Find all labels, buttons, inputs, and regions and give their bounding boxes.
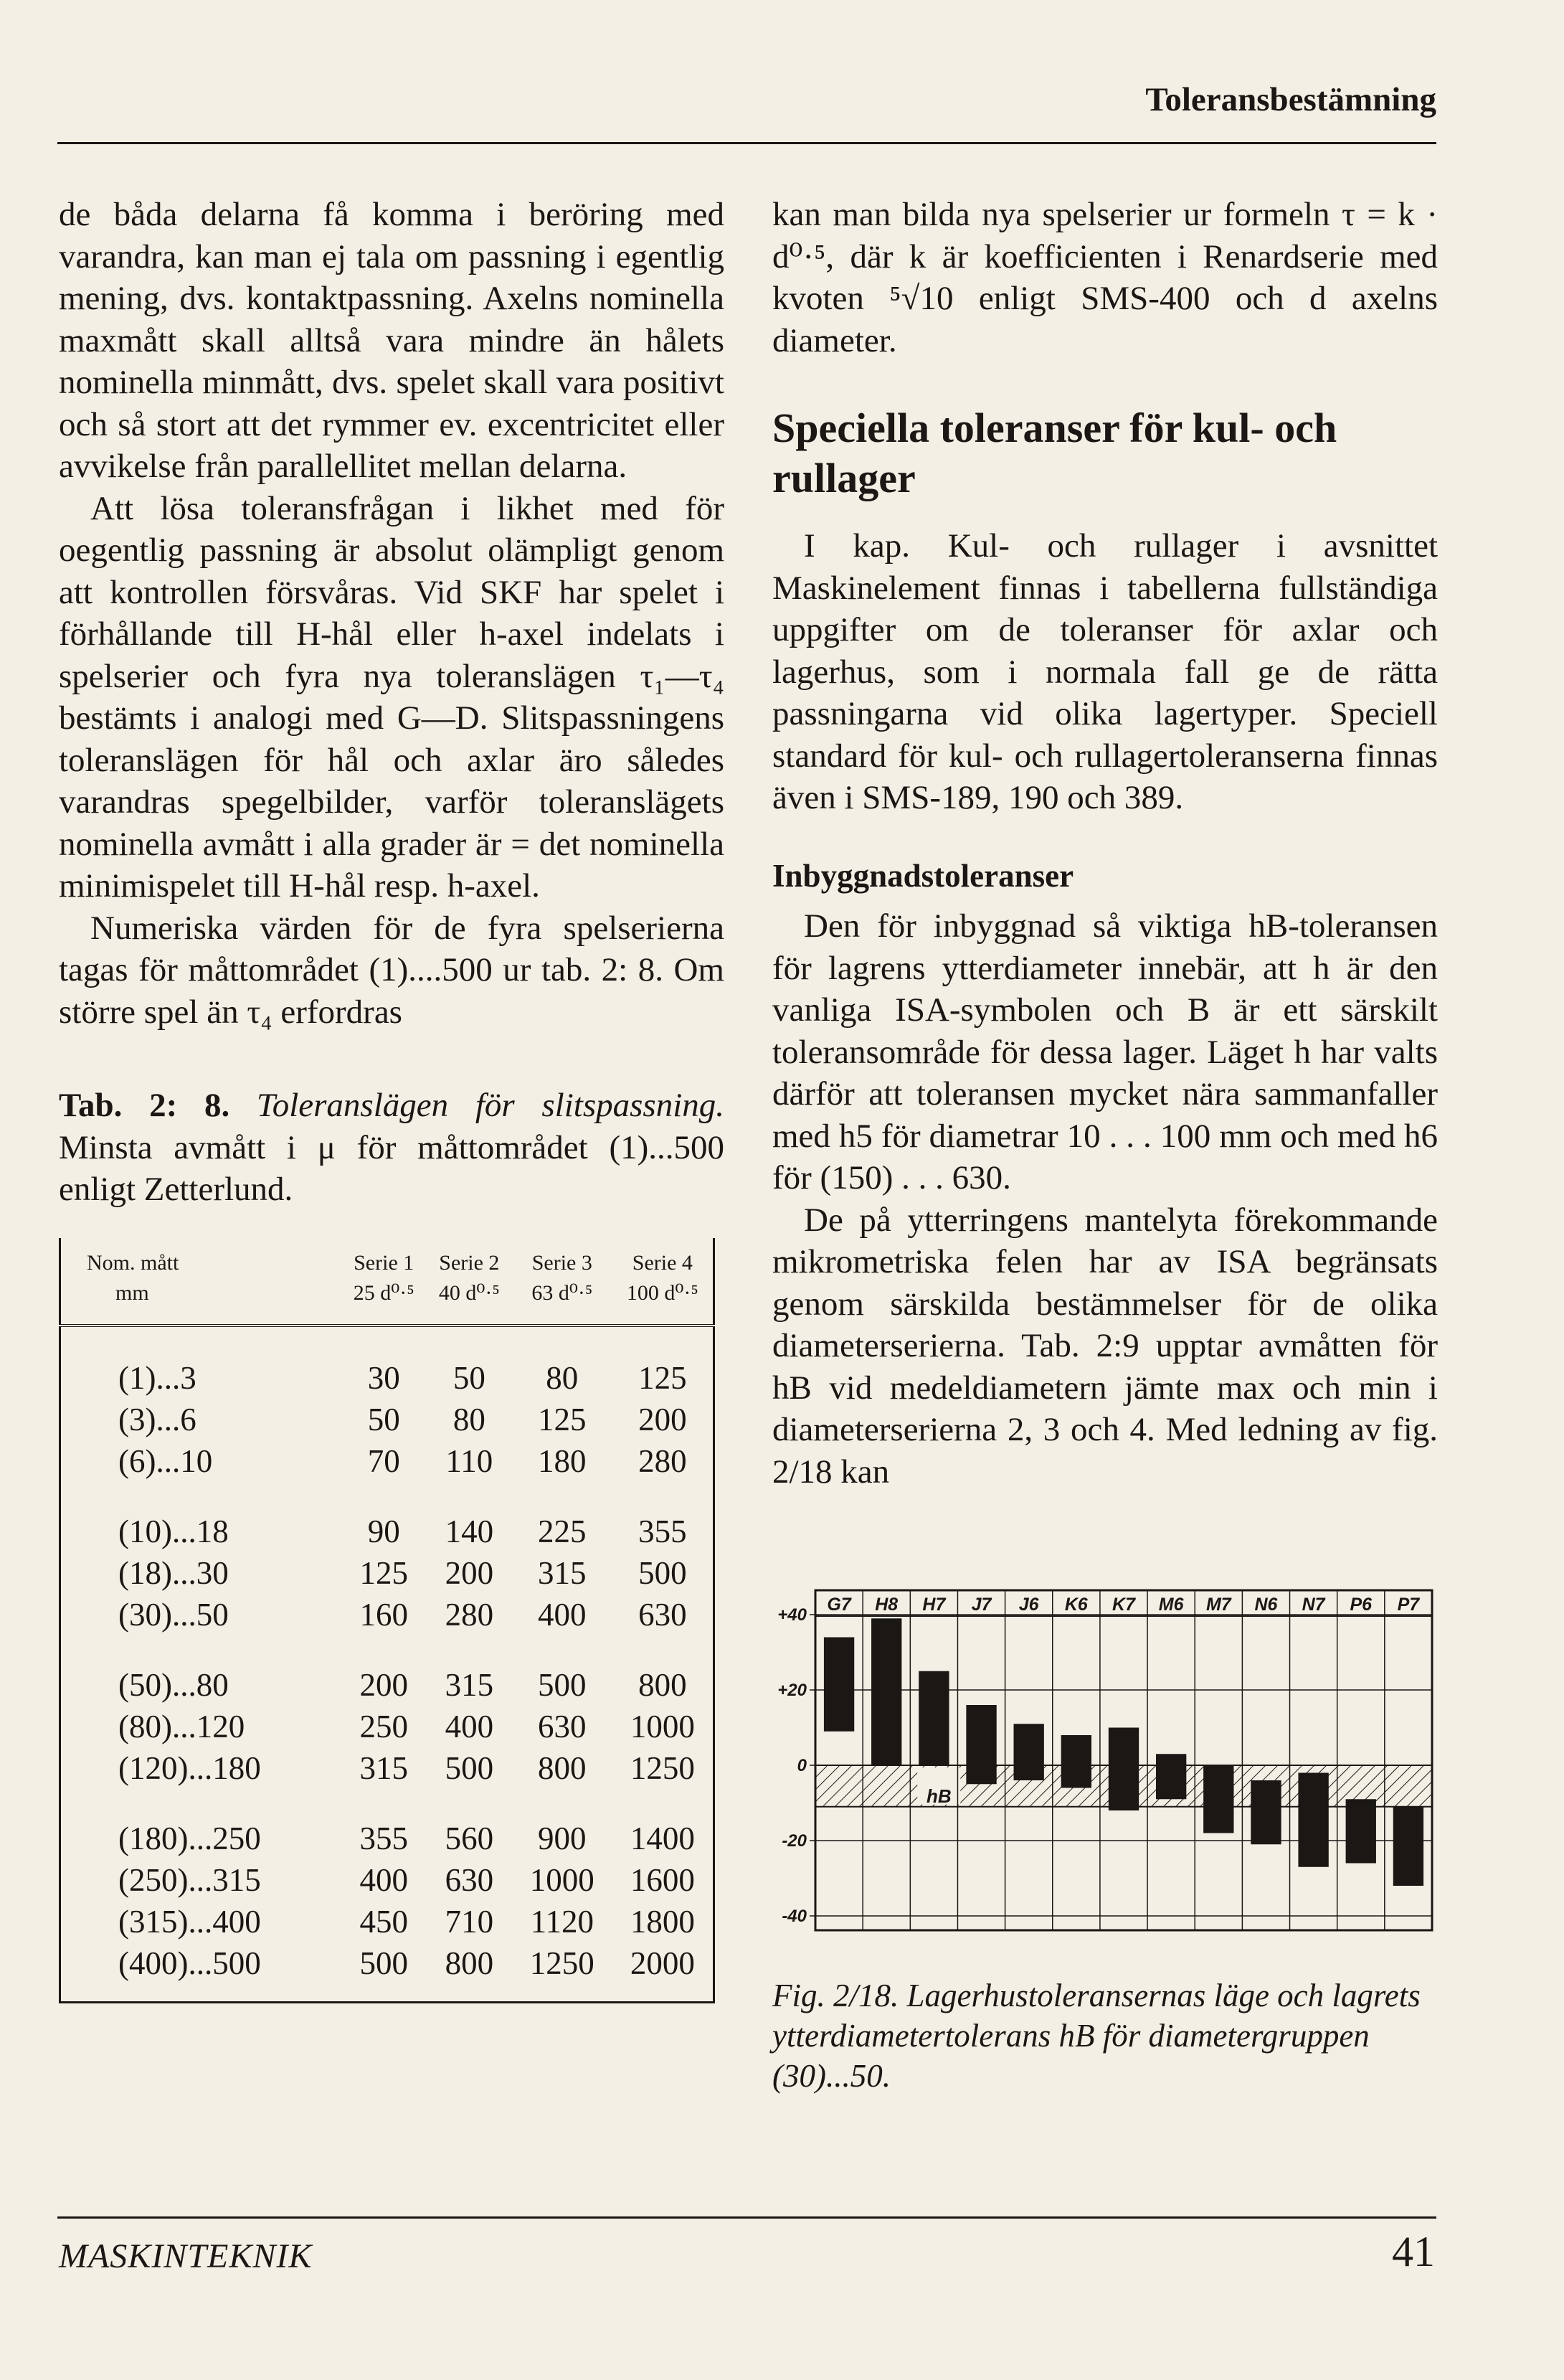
cell-value: 80 <box>452 1401 485 1437</box>
category-label-J6: J6 <box>1018 1595 1039 1615</box>
table-row <box>60 1859 714 1901</box>
cell-value: 400 <box>359 1861 408 1898</box>
cell-value: 450 <box>359 1903 408 1940</box>
table-caption <box>59 1085 724 1211</box>
bar-K7 <box>1109 1728 1139 1811</box>
header-serie-1: Serie 1 25 d⁰·⁵ <box>341 1238 427 1326</box>
figure-caption: Fig. 2/18. Lagerhustoleransernas läge och lagrets ytterdiametertolerans hB för diametergruppen (30)...50. <box>772 1977 1421 2094</box>
cell-value: 1400 <box>630 1820 695 1856</box>
cell-value: 180 <box>538 1442 587 1479</box>
page-number: 41 <box>1392 2228 1435 2275</box>
cell-value: 50 <box>367 1401 400 1437</box>
right-paragraph-3: De på ytterringens mantelyta förekommande mikrometriska felen har av ISA begränsats genom särskilda bestämmelser för de olika diameterserierna. Tab. 2:9 upptar avmåtten för hB vid medeldiametern jämte max och min i diameterserierna 2, 3 och 4. Med ledning av fig. 2/18 kan <box>772 1201 1438 1491</box>
cell-value: 500 <box>538 1666 587 1703</box>
cell-value: 355 <box>638 1513 687 1549</box>
bar-G7 <box>824 1638 854 1732</box>
category-label-K6: K6 <box>1064 1595 1088 1615</box>
category-label-N7: N7 <box>1302 1595 1325 1615</box>
category-label-K7: K7 <box>1112 1595 1135 1615</box>
table-row <box>60 1747 714 1789</box>
cell-value: 1600 <box>630 1861 695 1898</box>
sub-heading: Inbyggnadstoleranser <box>772 857 1074 894</box>
table-row <box>60 1440 714 1482</box>
cell-value: 225 <box>538 1513 587 1549</box>
cell-value: 355 <box>359 1820 408 1856</box>
cell-value: 110 <box>445 1442 493 1479</box>
y-tick-label: +40 <box>777 1605 807 1625</box>
running-header: Toleransbestämning <box>1145 81 1436 118</box>
table-row <box>60 1399 714 1440</box>
cell-value: 710 <box>445 1903 494 1940</box>
header-serie-3: Serie 3 63 d⁰·⁵ <box>512 1238 612 1326</box>
table-row <box>60 1635 714 1706</box>
category-label-P6: P6 <box>1350 1595 1373 1615</box>
cell-value: 800 <box>638 1666 687 1703</box>
cell-value: 500 <box>638 1554 687 1591</box>
bar-M6 <box>1156 1754 1186 1799</box>
bar-J7 <box>966 1705 996 1784</box>
table-body <box>60 1326 714 2003</box>
bar-H8 <box>871 1618 901 1765</box>
category-label-G7: G7 <box>827 1595 851 1615</box>
cell-range: (6)...10 <box>118 1442 213 1479</box>
bar-J6 <box>1014 1724 1044 1780</box>
table-row <box>60 1552 714 1594</box>
right-paragraph-2: Den för inbyggnad så viktiga hB-toleransen för lagrens ytterdiameter innebär, att h är den vanliga ISA-symbolen och B är ett särskilt toleransområde för dessa lager. Läget h har valts därför att toleransen mycket nära sammanfaller med h5 för diametrar 10 . . . 100 mm och med h6 för (150) . . . 630. <box>772 907 1438 1196</box>
table-row <box>60 1789 714 1859</box>
bar-M7 <box>1203 1765 1233 1833</box>
cell-value: 80 <box>546 1359 579 1396</box>
cell-value: 400 <box>445 1708 494 1744</box>
y-tick-label: -40 <box>782 1907 807 1926</box>
category-label-J7: J7 <box>971 1595 992 1615</box>
cell-range: (250)...315 <box>118 1861 261 1898</box>
cell-value: 50 <box>452 1359 485 1396</box>
section-heading: Speciella toleranser för kul- och rullager <box>772 405 1337 501</box>
cell-value: 1120 <box>530 1903 594 1940</box>
cell-value: 30 <box>367 1359 400 1396</box>
category-label-M6: M6 <box>1158 1595 1184 1615</box>
cell-value: 900 <box>538 1820 587 1856</box>
cell-value: 280 <box>638 1442 687 1479</box>
cell-value: 125 <box>638 1359 687 1396</box>
bar-N6 <box>1251 1780 1281 1844</box>
category-label-M7: M7 <box>1205 1595 1231 1615</box>
cell-value: 200 <box>445 1554 494 1591</box>
cell-value: 400 <box>538 1596 587 1633</box>
cell-range: (120)...180 <box>118 1749 261 1786</box>
tolerance-table <box>59 1238 715 2003</box>
bar-K6 <box>1061 1735 1091 1788</box>
cell-value: 1250 <box>630 1749 695 1786</box>
cell-value: 1800 <box>630 1903 695 1940</box>
header-nom-matt: Nom. mått mm <box>60 1238 341 1326</box>
cell-value: 200 <box>359 1666 408 1703</box>
y-tick-label: -20 <box>782 1831 807 1851</box>
cell-value: 800 <box>445 1945 494 1981</box>
cell-value: 315 <box>359 1749 408 1786</box>
cell-value: 280 <box>445 1596 494 1633</box>
left-paragraph-2: Att lösa toleransfrågan i likhet med för oegentlig passning är absolut olämpligt genom att kontrollen försvåras. Vid SKF har spelet i förhållande till H-hål eller h-axel indelats i spelserier och fyra nya toleranslägen τ₁—τ₄ bestämts i analogi med G—D. Slitspassningens toleranslägen för hål och axlar äro således varandras spegelbilder, varför toleranslägets nominella avmått i alla grader är = det nominella minimispelet till H-hål resp. h-axel. <box>59 489 724 905</box>
table-header-row <box>60 1238 714 1326</box>
cell-value: 500 <box>445 1749 494 1786</box>
table-row <box>60 1942 714 2003</box>
right-intro-paragraph: kan man bilda nya spelserier ur formeln τ = k · d⁰·⁵, där k är koefficienten i Renardserie med kvoten ⁵√10 enligt SMS-400 och d axelns diameter. <box>772 196 1438 359</box>
table-row <box>60 1594 714 1635</box>
cell-value: 500 <box>359 1945 408 1981</box>
header-serie-2: Serie 2 40 d⁰·⁵ <box>427 1238 512 1326</box>
cell-value: 250 <box>359 1708 408 1744</box>
cell-value: 560 <box>445 1820 494 1856</box>
cell-range: (18)...30 <box>118 1554 229 1591</box>
header-rule <box>57 142 1436 144</box>
cell-value: 1250 <box>529 1945 594 1981</box>
cell-value: 800 <box>538 1749 587 1786</box>
cell-range: (400)...500 <box>118 1945 261 1981</box>
left-paragraph-1: de båda delarna få komma i beröring med varandra, kan man ej tala om passning i egentlig mening, dvs. kontaktpassning. Axelns nominella maxmått skall alltså vara mindre än hålets nominella minmått, dvs. spelet skall vara positivt och så stort att det rymmer ev. excentricitet eller avvikelse från parallellitet mellan delarna. <box>59 196 724 485</box>
category-label-P7: P7 <box>1397 1595 1420 1615</box>
cell-range: (180)...250 <box>118 1820 261 1856</box>
category-label-H7: H7 <box>922 1595 946 1615</box>
table-subtitle: Minsta avmått i μ för måttområdet (1)...500 enligt Zetterlund. <box>59 1128 724 1208</box>
cell-range: (50)...80 <box>118 1666 229 1703</box>
cell-value: 125 <box>359 1554 408 1591</box>
cell-value: 140 <box>445 1513 494 1549</box>
y-tick-label: 0 <box>797 1756 807 1775</box>
hb-label: hB <box>926 1785 952 1807</box>
cell-value: 1000 <box>630 1708 695 1744</box>
cell-range: (315)...400 <box>118 1903 261 1940</box>
table-row <box>60 1706 714 1747</box>
cell-value: 160 <box>359 1596 408 1633</box>
bar-P6 <box>1346 1799 1376 1863</box>
cell-value: 630 <box>538 1708 587 1744</box>
cell-value: 315 <box>538 1554 587 1591</box>
cell-value: 2000 <box>630 1945 695 1981</box>
cell-value: 125 <box>538 1401 587 1437</box>
cell-range: (10)...18 <box>118 1513 229 1549</box>
cell-value: 630 <box>445 1861 494 1898</box>
table-row <box>60 1482 714 1552</box>
header-serie-4: Serie 4 100 d⁰·⁵ <box>612 1238 714 1326</box>
cell-range: (80)...120 <box>118 1708 245 1744</box>
cell-value: 70 <box>367 1442 400 1479</box>
table-title: Toleranslägen för slitspassning. <box>256 1087 724 1124</box>
bar-H7 <box>919 1671 949 1765</box>
right-column <box>772 194 1438 2096</box>
journal-name: MASKINTEKNIK <box>59 2237 313 2275</box>
cell-range: (1)...3 <box>118 1359 196 1396</box>
cell-range: (30)...50 <box>118 1596 229 1633</box>
cell-value: 90 <box>367 1513 400 1549</box>
cell-value: 630 <box>638 1596 687 1633</box>
left-column <box>59 194 724 2003</box>
table-label: Tab. 2: 8. <box>59 1087 230 1124</box>
footer-rule <box>57 2216 1436 2219</box>
category-label-H8: H8 <box>875 1595 899 1615</box>
cell-value: 315 <box>445 1666 494 1703</box>
cell-value: 1000 <box>529 1861 594 1898</box>
bar-N7 <box>1298 1773 1328 1867</box>
table-row <box>60 1901 714 1942</box>
category-label-N6: N6 <box>1254 1595 1278 1615</box>
tolerance-chart <box>772 1564 1439 1952</box>
cell-range: (3)...6 <box>118 1401 196 1437</box>
y-tick-label: +20 <box>777 1681 807 1700</box>
bar-P7 <box>1393 1807 1423 1886</box>
cell-value: 200 <box>638 1401 687 1437</box>
right-paragraph-1: I kap. Kul- och rullager i avsnittet Maskinelement finnas i tabellerna fullständiga uppgifter om de toleranser för axlar och lagerhus, som i normala fall ge de rätta passningarna vid olika lagertyper. Speciell standard för kul- och rullagertoleranserna finnas även i SMS-189, 190 och 389. <box>772 527 1438 816</box>
table-row <box>60 1326 714 1399</box>
figure-2-18 <box>772 1564 1438 2096</box>
left-paragraph-3: Numeriska värden för de fyra spelserierna tagas för måttområdet (1)....500 ur tab. 2: 8. Om större spel än τ₄ erfordras <box>59 909 724 1031</box>
